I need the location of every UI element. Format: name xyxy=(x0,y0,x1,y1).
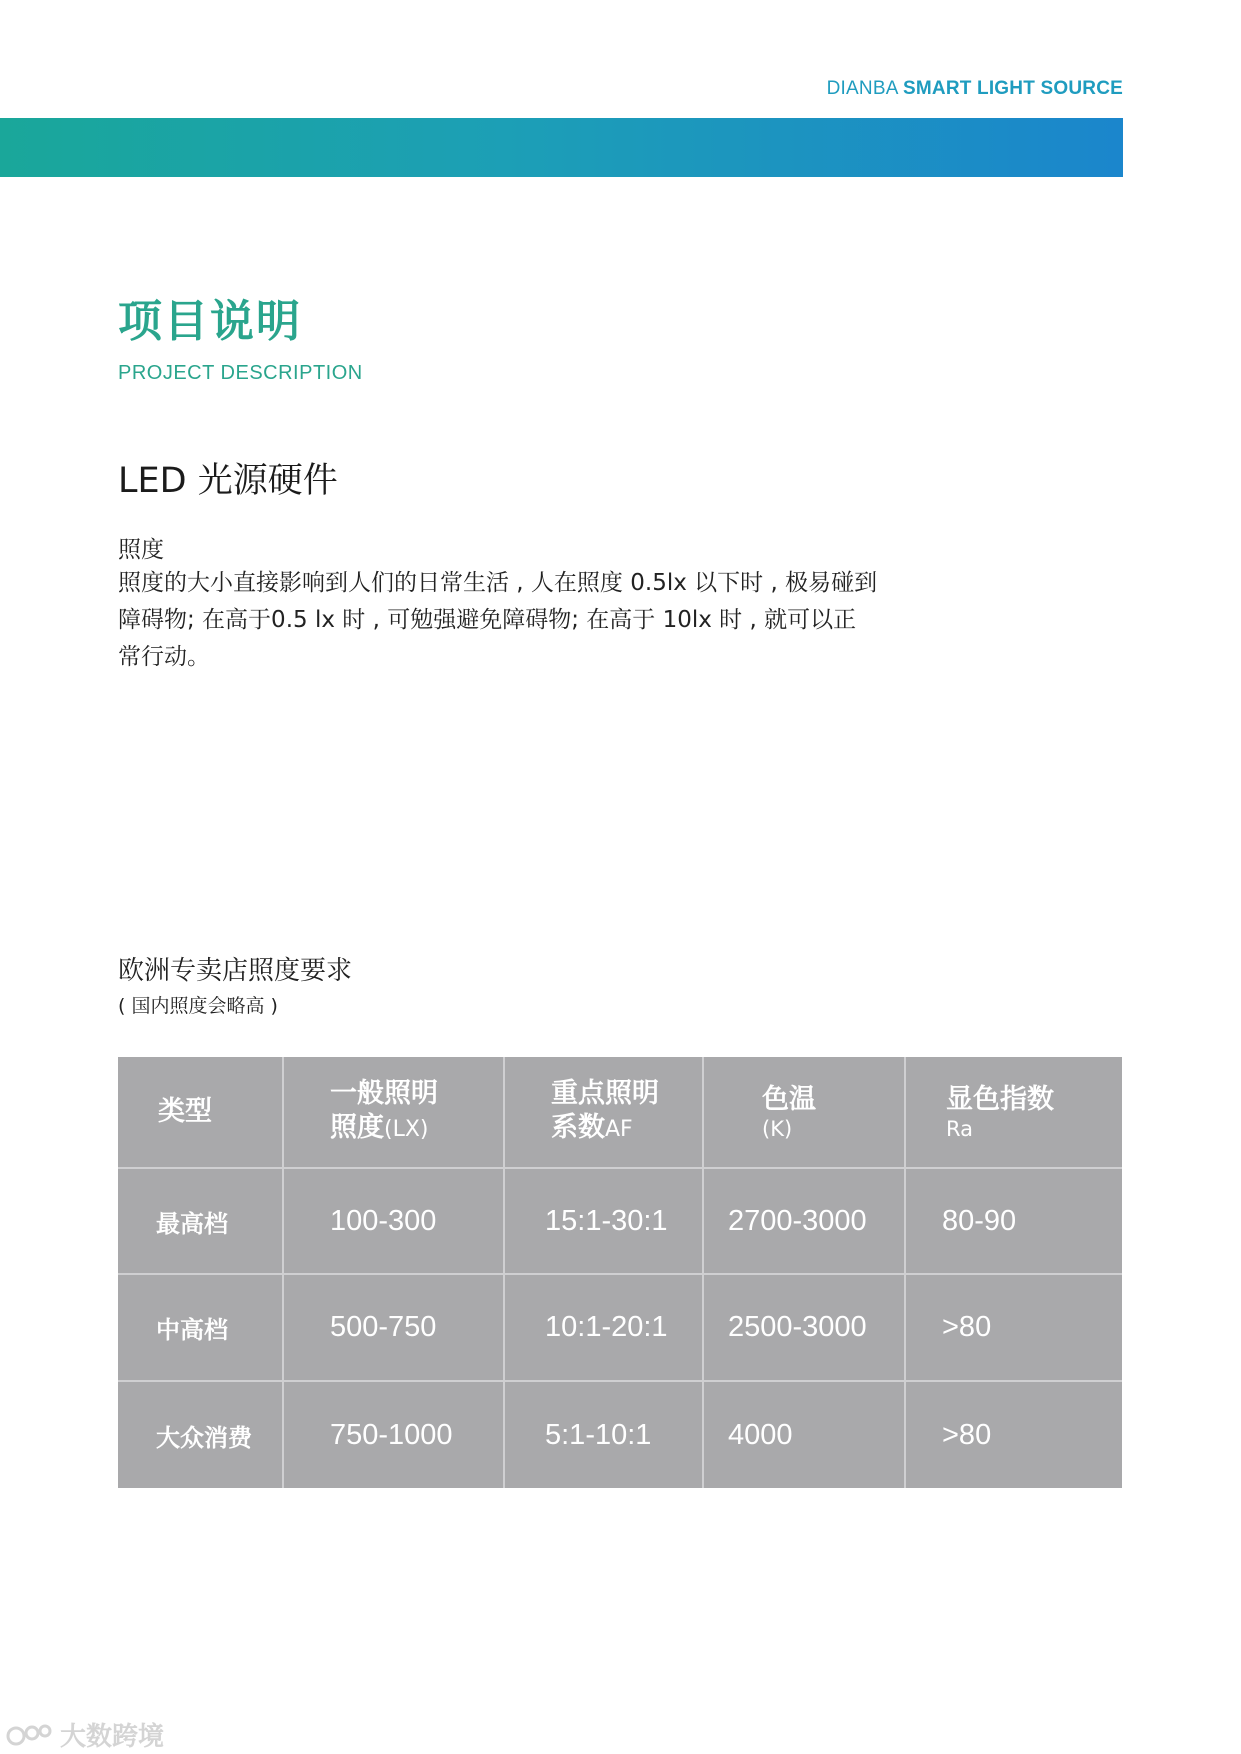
table-cell: 2500-3000 xyxy=(704,1275,906,1382)
table-header-cri xyxy=(906,1057,1122,1169)
table-cell: >80 xyxy=(942,1418,992,1451)
header-line2-text: 照度 xyxy=(330,1112,384,1143)
table-row-label: 中高档 xyxy=(118,1275,284,1382)
table-cell: 2700-3000 xyxy=(704,1169,906,1275)
table-header-color-temp xyxy=(704,1057,906,1169)
table-cell: 10:1-20:1 xyxy=(505,1275,704,1382)
table-cell: >80 xyxy=(906,1275,1122,1382)
table-row-label: 最高档 xyxy=(118,1169,284,1275)
header-unit: Ra xyxy=(946,1117,973,1141)
table-header-type xyxy=(118,1057,284,1169)
brand-header xyxy=(827,78,1123,100)
logo-icon xyxy=(6,1721,54,1749)
header-unit: (K) xyxy=(762,1117,793,1141)
table-cell: 80-90 xyxy=(906,1169,1122,1275)
watermark-text: 大数跨境 xyxy=(60,1722,165,1752)
table-header-general-lighting xyxy=(284,1057,505,1169)
table-cell: 15:1-30:1 xyxy=(505,1169,704,1275)
table-cell: 5:1-10:1 xyxy=(505,1382,704,1488)
paragraph-title: 照度 xyxy=(118,537,164,563)
section-heading: LED 光源硬件 xyxy=(118,461,338,501)
table-cell: 500-750 xyxy=(284,1275,505,1382)
header-unit: AF xyxy=(605,1117,633,1142)
paragraph-body: 照度的大小直接影响到人们的日常生活 , 人在照度 0.5lx 以下时 , 极易碰到障碍物; 在高于0.5 lx 时 , 可勉强避免障碍物; 在高于 10lx 时 , 就可以正常行动。 xyxy=(118,570,878,670)
header-line: 一般照明 xyxy=(330,1078,438,1109)
header-color-band xyxy=(0,118,1123,177)
page-subtitle: PROJECT DESCRIPTION xyxy=(118,362,363,384)
illuminance-table xyxy=(118,1057,1122,1488)
table-header-accent-lighting xyxy=(505,1057,704,1169)
header-line2-text: 系数 xyxy=(551,1112,605,1143)
page-title: 项目说明 xyxy=(118,296,302,347)
header-line: 显色指数 xyxy=(946,1084,1054,1115)
table-row-label: 大众消费 xyxy=(118,1382,284,1488)
table-cell: 100-300 xyxy=(284,1169,505,1275)
brand-bold: SMART LIGHT SOURCE xyxy=(903,78,1123,99)
header-line2 xyxy=(551,1111,702,1147)
header-line: 类型 xyxy=(158,1096,212,1127)
header-line2 xyxy=(330,1111,503,1147)
header-line: 色温 xyxy=(762,1084,816,1115)
header-line: 重点照明 xyxy=(551,1078,659,1109)
table-cell: 750-1000 xyxy=(284,1382,505,1488)
watermark xyxy=(6,1716,164,1753)
brand-prefix: DIANBA xyxy=(826,78,903,99)
header-unit: (LX) xyxy=(384,1117,429,1142)
table-heading: 欧洲专卖店照度要求 xyxy=(118,956,353,986)
table-cell: 4000 xyxy=(704,1382,906,1488)
table-note: ( 国内照度会略高 ) xyxy=(118,995,278,1017)
